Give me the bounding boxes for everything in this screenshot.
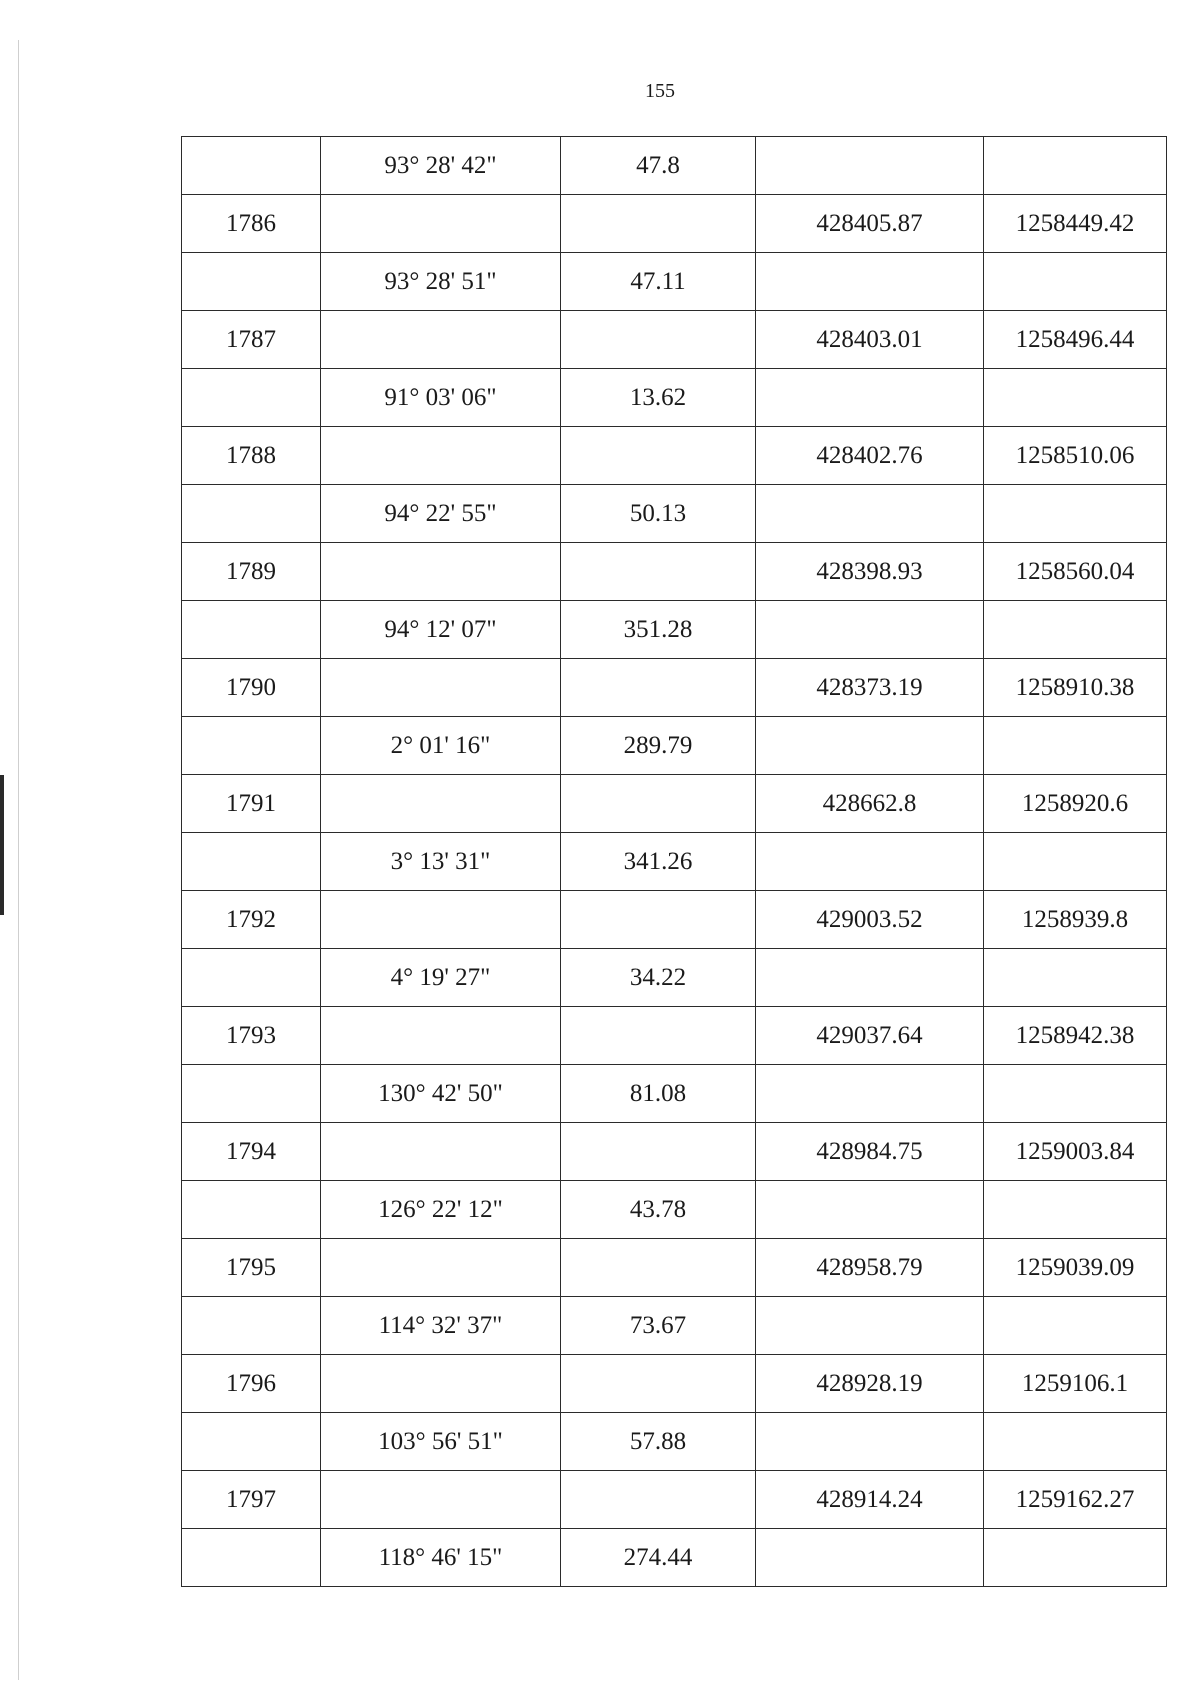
cell-easting: 1258496.44 xyxy=(984,311,1167,369)
cell-distance xyxy=(561,543,756,601)
cell-point: 1794 xyxy=(182,1123,321,1181)
table-row xyxy=(182,253,1167,311)
cell-distance xyxy=(561,1007,756,1065)
cell-northing xyxy=(756,485,984,543)
cell-easting xyxy=(984,1297,1167,1355)
cell-point xyxy=(182,1181,321,1239)
cell-easting: 1258910.38 xyxy=(984,659,1167,717)
table-row xyxy=(182,1065,1167,1123)
table-row xyxy=(182,1123,1167,1181)
cell-point xyxy=(182,833,321,891)
cell-northing: 429037.64 xyxy=(756,1007,984,1065)
cell-easting: 1258449.42 xyxy=(984,195,1167,253)
cell-distance xyxy=(561,311,756,369)
table-row xyxy=(182,543,1167,601)
cell-bearing xyxy=(321,891,561,949)
cell-northing xyxy=(756,949,984,1007)
cell-point xyxy=(182,137,321,195)
cell-northing: 428402.76 xyxy=(756,427,984,485)
cell-northing xyxy=(756,717,984,775)
table-row xyxy=(182,1239,1167,1297)
cell-easting xyxy=(984,369,1167,427)
table-row xyxy=(182,775,1167,833)
cell-distance: 274.44 xyxy=(561,1529,756,1587)
cell-bearing: 3° 13' 31" xyxy=(321,833,561,891)
table-row xyxy=(182,485,1167,543)
cell-point: 1786 xyxy=(182,195,321,253)
cell-bearing: 118° 46' 15" xyxy=(321,1529,561,1587)
cell-bearing xyxy=(321,1239,561,1297)
cell-bearing xyxy=(321,427,561,485)
cell-bearing: 130° 42' 50" xyxy=(321,1065,561,1123)
cell-distance: 341.26 xyxy=(561,833,756,891)
cell-distance: 50.13 xyxy=(561,485,756,543)
cell-distance xyxy=(561,659,756,717)
cell-bearing xyxy=(321,543,561,601)
cell-northing xyxy=(756,1529,984,1587)
cell-bearing xyxy=(321,1007,561,1065)
cell-bearing: 114° 32' 37" xyxy=(321,1297,561,1355)
cell-easting xyxy=(984,485,1167,543)
cell-bearing xyxy=(321,775,561,833)
cell-distance xyxy=(561,891,756,949)
cell-northing xyxy=(756,1297,984,1355)
cell-distance: 47.8 xyxy=(561,137,756,195)
table-row xyxy=(182,949,1167,1007)
cell-easting: 1258920.6 xyxy=(984,775,1167,833)
table-row xyxy=(182,601,1167,659)
cell-distance: 47.11 xyxy=(561,253,756,311)
table-row xyxy=(182,369,1167,427)
cell-easting: 1258939.8 xyxy=(984,891,1167,949)
table-row xyxy=(182,891,1167,949)
scan-edge-line xyxy=(18,40,19,1680)
cell-point xyxy=(182,485,321,543)
table-row xyxy=(182,717,1167,775)
cell-northing xyxy=(756,833,984,891)
cell-easting xyxy=(984,137,1167,195)
cell-easting: 1258510.06 xyxy=(984,427,1167,485)
cell-easting xyxy=(984,1529,1167,1587)
cell-point xyxy=(182,1065,321,1123)
cell-easting xyxy=(984,253,1167,311)
cell-bearing xyxy=(321,1123,561,1181)
cell-point: 1793 xyxy=(182,1007,321,1065)
cell-point: 1791 xyxy=(182,775,321,833)
cell-northing: 428662.8 xyxy=(756,775,984,833)
table-row xyxy=(182,1529,1167,1587)
cell-distance: 34.22 xyxy=(561,949,756,1007)
cell-bearing: 91° 03' 06" xyxy=(321,369,561,427)
cell-point xyxy=(182,1297,321,1355)
cell-easting: 1258942.38 xyxy=(984,1007,1167,1065)
cell-northing xyxy=(756,1181,984,1239)
cell-bearing: 126° 22' 12" xyxy=(321,1181,561,1239)
cell-distance: 57.88 xyxy=(561,1413,756,1471)
cell-point: 1788 xyxy=(182,427,321,485)
cell-point xyxy=(182,717,321,775)
table-row xyxy=(182,1413,1167,1471)
cell-bearing xyxy=(321,195,561,253)
cell-bearing: 103° 56' 51" xyxy=(321,1413,561,1471)
cell-easting xyxy=(984,833,1167,891)
coordinates-table xyxy=(181,136,1167,1587)
cell-northing: 429003.52 xyxy=(756,891,984,949)
table-row xyxy=(182,1471,1167,1529)
cell-bearing: 93° 28' 42" xyxy=(321,137,561,195)
page-number: 155 xyxy=(645,80,675,102)
cell-distance: 13.62 xyxy=(561,369,756,427)
cell-distance xyxy=(561,1471,756,1529)
cell-bearing: 93° 28' 51" xyxy=(321,253,561,311)
table-row xyxy=(182,311,1167,369)
cell-easting: 1258560.04 xyxy=(984,543,1167,601)
cell-distance xyxy=(561,1123,756,1181)
cell-easting xyxy=(984,1413,1167,1471)
cell-distance xyxy=(561,427,756,485)
cell-bearing: 4° 19' 27" xyxy=(321,949,561,1007)
cell-distance: 81.08 xyxy=(561,1065,756,1123)
cell-northing: 428928.19 xyxy=(756,1355,984,1413)
table-row xyxy=(182,833,1167,891)
cell-bearing: 94° 12' 07" xyxy=(321,601,561,659)
cell-distance xyxy=(561,1355,756,1413)
cell-point xyxy=(182,601,321,659)
cell-distance xyxy=(561,1239,756,1297)
cell-bearing xyxy=(321,659,561,717)
cell-easting: 1259039.09 xyxy=(984,1239,1167,1297)
cell-distance xyxy=(561,195,756,253)
cell-point: 1790 xyxy=(182,659,321,717)
cell-distance: 73.67 xyxy=(561,1297,756,1355)
table-row xyxy=(182,195,1167,253)
table-row xyxy=(182,659,1167,717)
cell-easting xyxy=(984,601,1167,659)
cell-easting xyxy=(984,717,1167,775)
cell-easting xyxy=(984,1065,1167,1123)
cell-northing xyxy=(756,601,984,659)
cell-point: 1796 xyxy=(182,1355,321,1413)
cell-point: 1787 xyxy=(182,311,321,369)
cell-point: 1797 xyxy=(182,1471,321,1529)
table-row xyxy=(182,137,1167,195)
cell-northing: 428914.24 xyxy=(756,1471,984,1529)
cell-bearing xyxy=(321,311,561,369)
cell-northing: 428405.87 xyxy=(756,195,984,253)
cell-northing: 428398.93 xyxy=(756,543,984,601)
cell-distance: 351.28 xyxy=(561,601,756,659)
cell-point xyxy=(182,369,321,427)
cell-point: 1789 xyxy=(182,543,321,601)
cell-point xyxy=(182,949,321,1007)
cell-point: 1792 xyxy=(182,891,321,949)
cell-northing xyxy=(756,137,984,195)
cell-easting: 1259162.27 xyxy=(984,1471,1167,1529)
cell-point: 1795 xyxy=(182,1239,321,1297)
cell-easting xyxy=(984,1181,1167,1239)
cell-point xyxy=(182,1529,321,1587)
cell-distance xyxy=(561,775,756,833)
table-row xyxy=(182,1007,1167,1065)
cell-easting xyxy=(984,949,1167,1007)
table-row xyxy=(182,427,1167,485)
coordinates-table-body xyxy=(182,137,1167,1587)
table-row xyxy=(182,1355,1167,1413)
cell-northing xyxy=(756,253,984,311)
scan-margin-mark xyxy=(0,775,4,915)
cell-northing xyxy=(756,369,984,427)
cell-northing: 428984.75 xyxy=(756,1123,984,1181)
cell-northing xyxy=(756,1413,984,1471)
table-row xyxy=(182,1181,1167,1239)
cell-northing: 428403.01 xyxy=(756,311,984,369)
cell-bearing xyxy=(321,1355,561,1413)
cell-northing: 428958.79 xyxy=(756,1239,984,1297)
cell-point xyxy=(182,1413,321,1471)
cell-easting: 1259003.84 xyxy=(984,1123,1167,1181)
cell-distance: 289.79 xyxy=(561,717,756,775)
cell-northing xyxy=(756,1065,984,1123)
table-row xyxy=(182,1297,1167,1355)
cell-bearing: 94° 22' 55" xyxy=(321,485,561,543)
cell-bearing: 2° 01' 16" xyxy=(321,717,561,775)
cell-bearing xyxy=(321,1471,561,1529)
cell-northing: 428373.19 xyxy=(756,659,984,717)
cell-distance: 43.78 xyxy=(561,1181,756,1239)
cell-point xyxy=(182,253,321,311)
cell-easting: 1259106.1 xyxy=(984,1355,1167,1413)
